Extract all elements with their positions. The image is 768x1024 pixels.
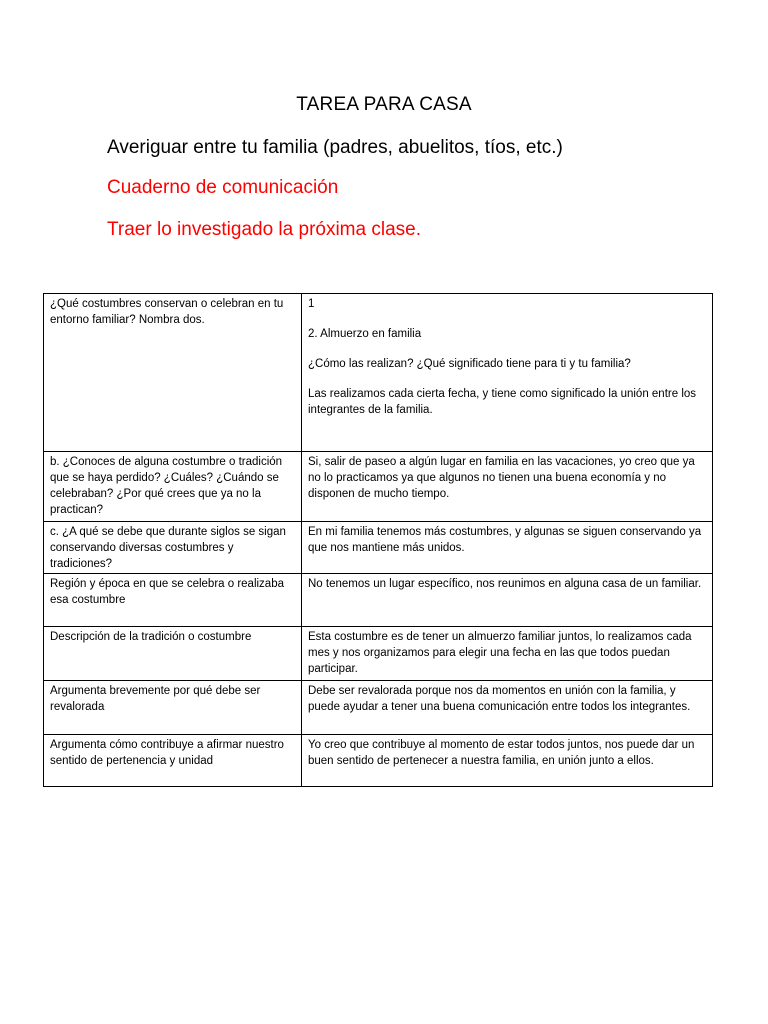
question-cell: Descripción de la tradición o costumbre: [44, 627, 302, 681]
table-row: [44, 574, 713, 627]
table-row: [44, 452, 713, 522]
table-row: [44, 735, 713, 787]
answer-subquestion: ¿Cómo las realizan? ¿Qué significado tiene para ti y tu familia?: [308, 358, 631, 370]
table-row: [44, 522, 713, 574]
answer-cell: Yo creo que contribuye al momento de estar todos juntos, nos puede dar un buen sentido de pertenecer a nuestra familia, en unión junto a ellos.: [302, 735, 713, 787]
answer-cell: No tenemos un lugar específico, nos reunimos en alguna casa de un familiar.: [302, 574, 713, 627]
table-row: [44, 681, 713, 735]
answer-cell: En mi familia tenemos más costumbres, y algunas se siguen conservando ya que nos mantiene más unidos.: [302, 522, 713, 574]
page-title: TAREA PARA CASA: [296, 94, 472, 115]
answer-cell: Esta costumbre es de tener un almuerzo familiar juntos, lo realizamos cada mes y nos organizamos para elegir una fecha en las que todos puedan participar.: [302, 627, 713, 681]
answer-cell: Debe ser revalorada porque nos da momentos en unión con la familia, y puede ayudar a tener una buena comunicación entre todos los integrantes.: [302, 681, 713, 735]
question-cell: Argumenta cómo contribuye a afirmar nuestro sentido de pertenencia y unidad: [44, 735, 302, 787]
question-cell: Argumenta brevemente por qué debe ser revalorada: [44, 681, 302, 735]
question-cell: b. ¿Conoces de alguna costumbre o tradición que se haya perdido? ¿Cuáles? ¿Cuándo se celebraban? ¿Por qué crees que ya no la practican?: [44, 452, 302, 522]
instruction-line-highlight: Cuaderno de comunicación: [107, 177, 339, 198]
answer-cell: [302, 294, 713, 452]
table-row: [44, 294, 713, 452]
instruction-line-highlight-2: Traer lo investigado la próxima clase.: [107, 219, 421, 240]
question-cell: c. ¿A qué se debe que durante siglos se sigan conservando diversas costumbres y tradiciones?: [44, 522, 302, 574]
answer-item-2: 2. Almuerzo en familia: [308, 328, 422, 340]
homework-table: [43, 293, 713, 787]
answer-cell: Si, salir de paseo a algún lugar en familia en las vacaciones, yo creo que ya no lo practicamos ya que algunos no tienen una buena economía y no disponen de mucho tiempo.: [302, 452, 713, 522]
question-cell: Región y época en que se celebra o realizaba esa costumbre: [44, 574, 302, 627]
answer-text: Las realizamos cada cierta fecha, y tiene como significado la unión entre los integrantes de la familia.: [308, 388, 697, 416]
table-row: [44, 627, 713, 681]
instruction-line: Averiguar entre tu familia (padres, abuelitos, tíos, etc.): [107, 137, 563, 158]
question-cell: ¿Qué costumbres conservan o celebran en tu entorno familiar? Nombra dos.: [44, 294, 302, 452]
answer-item-1: 1: [308, 298, 315, 310]
